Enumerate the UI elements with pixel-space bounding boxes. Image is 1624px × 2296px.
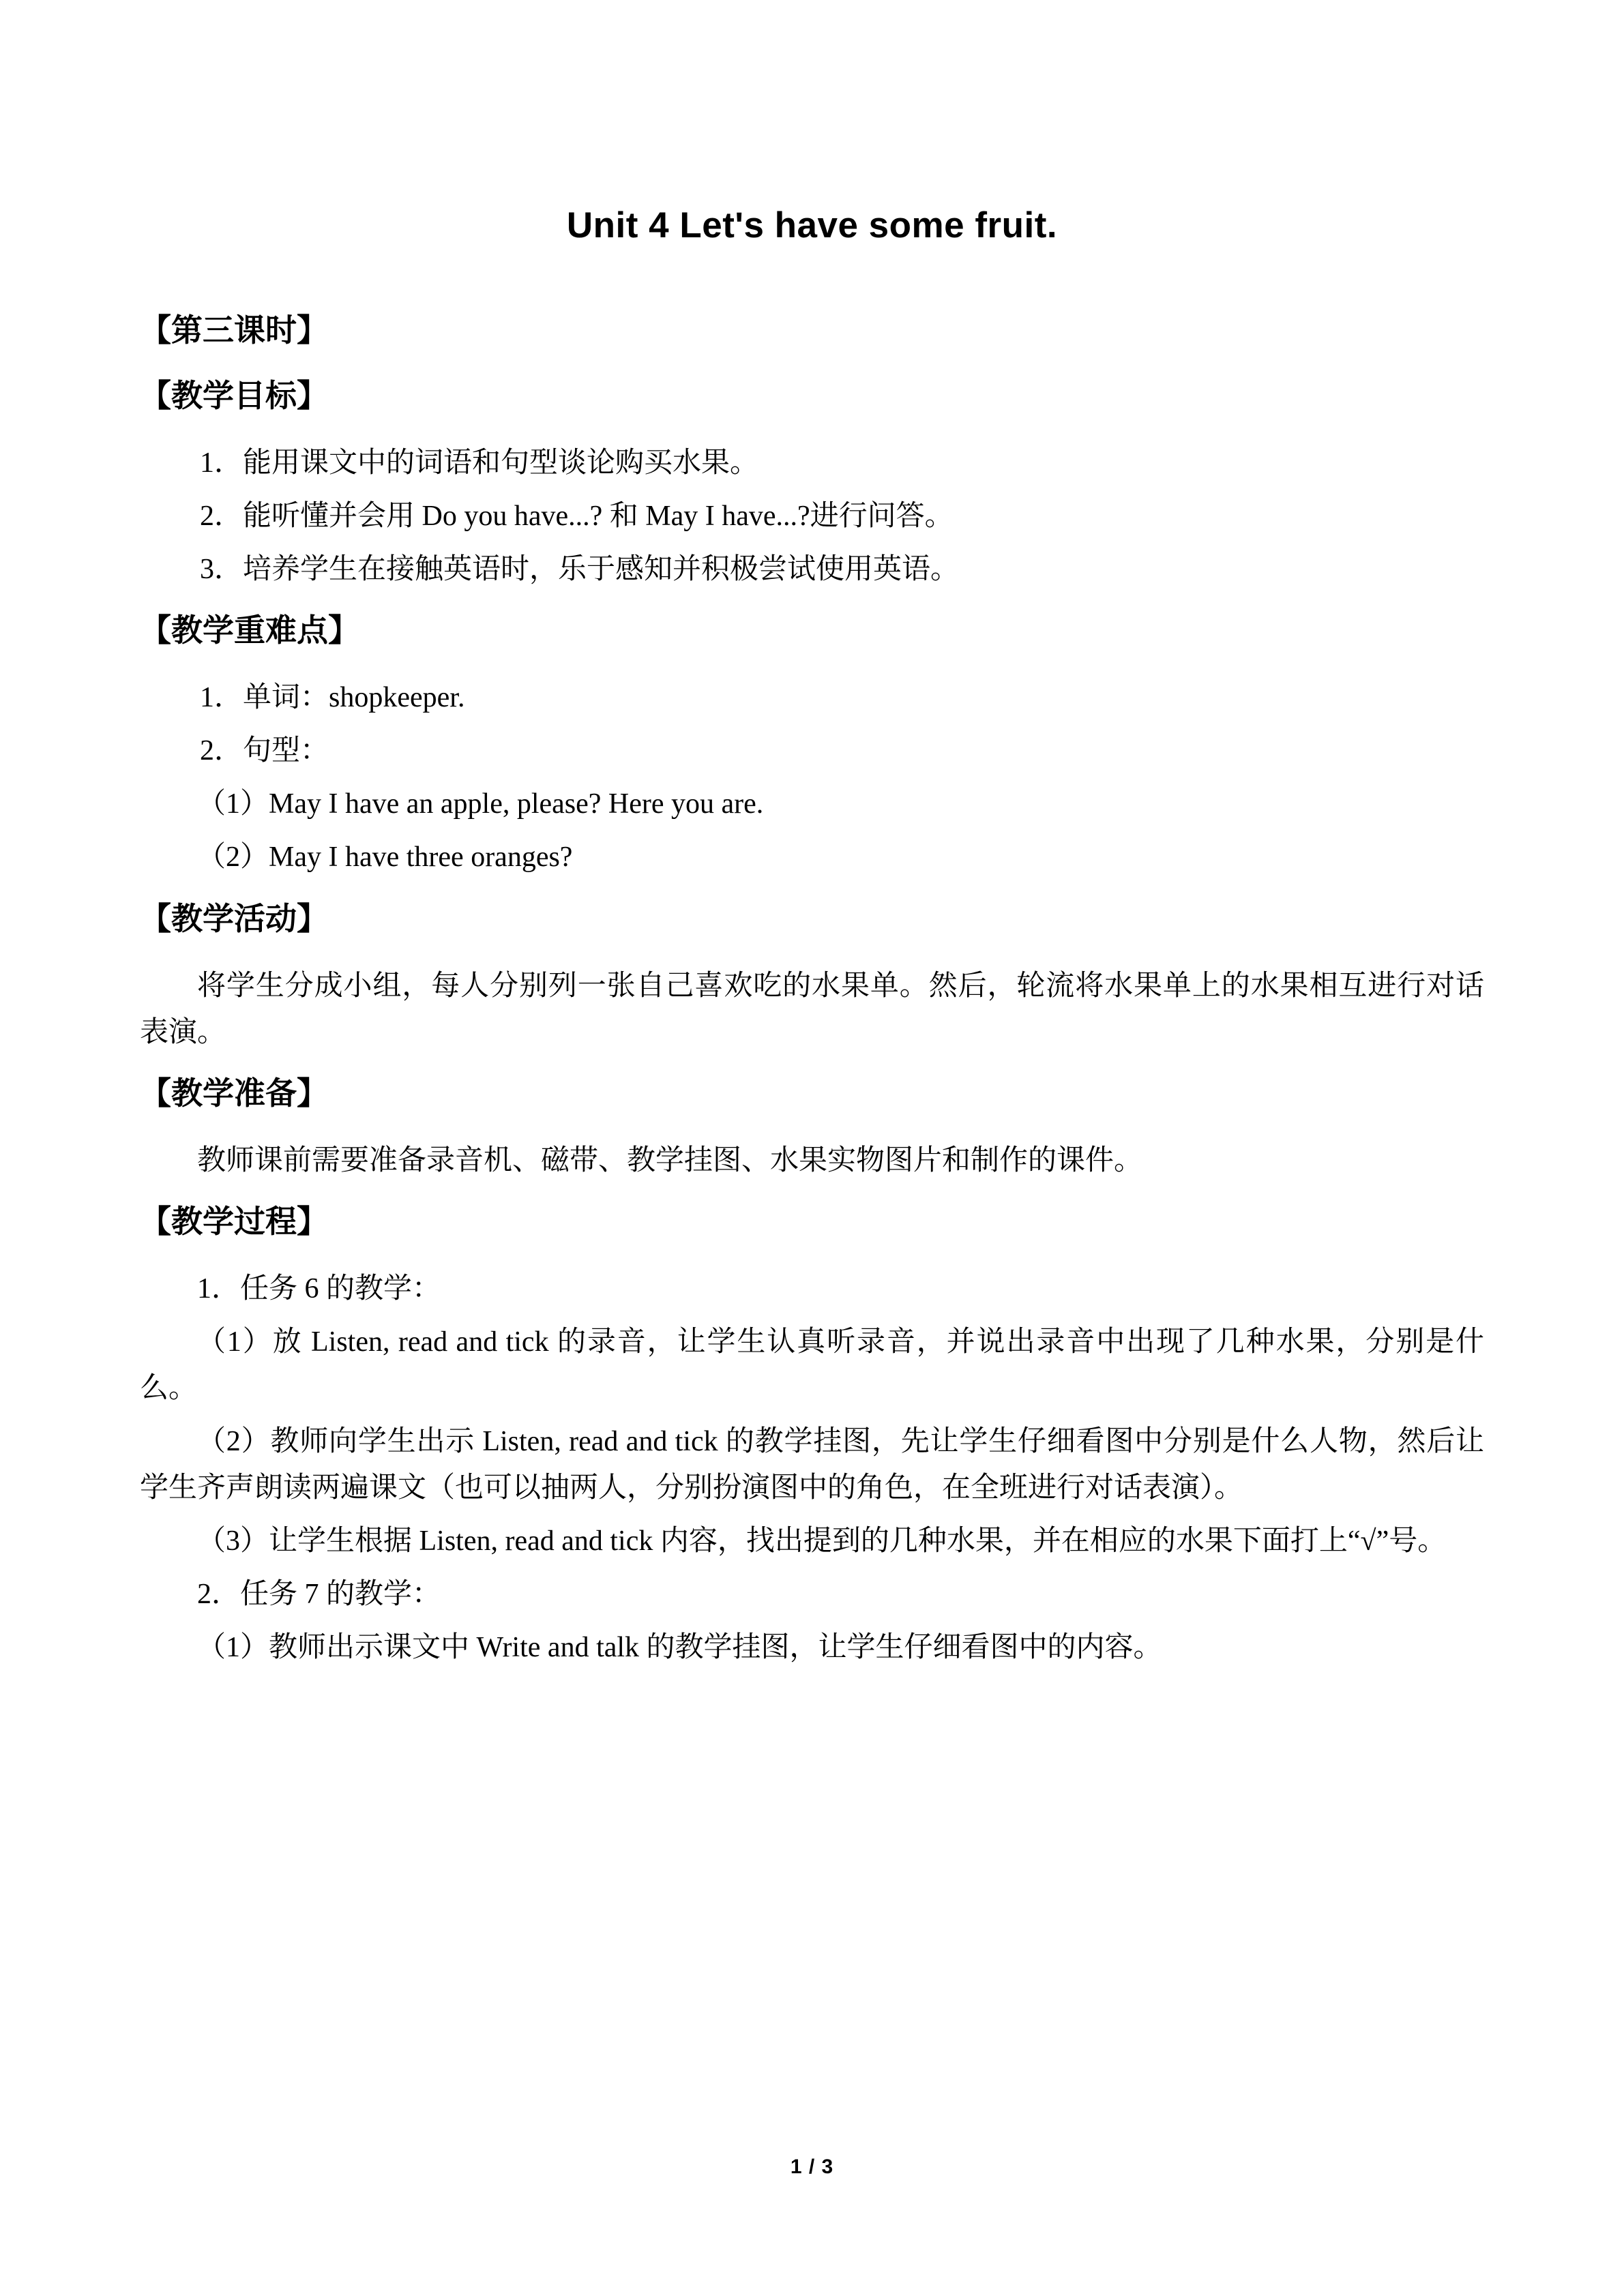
lesson-label: 【第三课时】 (140, 312, 328, 348)
page-number: 1 / 3 (790, 2156, 834, 2178)
process-item: 1．任务 6 的教学： (197, 1272, 441, 1304)
spacer (140, 599, 1484, 609)
section-heading-key-points: 【教学重难点】 (140, 612, 359, 649)
section-heading-objectives: 【教学目标】 (140, 377, 328, 415)
spacer (140, 888, 1484, 897)
spacer (140, 1191, 1484, 1200)
objective-item: 2．能听懂并会用 Do you have...? 和 May I have...?进行问答。 (200, 501, 954, 533)
page-title: Unit 4 Let's have some fruit. (566, 205, 1058, 245)
section-heading-preparation: 【教学准备】 (140, 1074, 328, 1112)
objective-item: 1．能用课文中的词语和句型谈论购买水果。 (200, 447, 759, 479)
process-item: 2．任务 7 的教学： (197, 1579, 441, 1611)
key-point-item: 2．句型： (200, 735, 329, 767)
objective-item: 3．培养学生在接触英语时，乐于感知并积极尝试使用英语。 (200, 554, 960, 586)
process-item: （1）教师出示课文中 Write and talk 的教学挂图，让学生仔细看图中的内容。 (197, 1632, 1162, 1664)
activities-body: 将学生分成小组，每人分别列一张自己喜欢吃的水果单。然后，轮流将水果单上的水果相互进行对话表演。 (140, 970, 1484, 1048)
key-point-sentence: （2）May I have three oranges? (197, 841, 573, 874)
section-heading-process: 【教学过程】 (140, 1202, 328, 1240)
key-point-sentence: （1）May I have an apple, please? Here you are. (197, 788, 764, 820)
process-item: （3）让学生根据 Listen, read and tick 内容，找出提到的几种水果，并在相应的水果下面打上“√”号。 (197, 1525, 1447, 1557)
key-point-item: 1．单词：shopkeeper. (200, 682, 465, 714)
spacer (140, 1062, 1484, 1072)
preparation-body: 教师课前需要准备录音机、磁带、教学挂图、水果实物图片和制作的课件。 (197, 1144, 1143, 1176)
process-item: （1）放 Listen, read and tick 的录音，让学生认真听录音，并说出录音中出现了几种水果，分别是什么。 (140, 1326, 1484, 1404)
process-item: （2）教师向学生出示 Listen, read and tick 的教学挂图，先让学生仔细看图中分别是什么人物，然后让学生齐声朗读两遍课文（也可以抽两人，分别扮演图中的角色，在全班进行对话表演）。 (140, 1425, 1484, 1504)
section-heading-activities: 【教学活动】 (140, 899, 328, 937)
